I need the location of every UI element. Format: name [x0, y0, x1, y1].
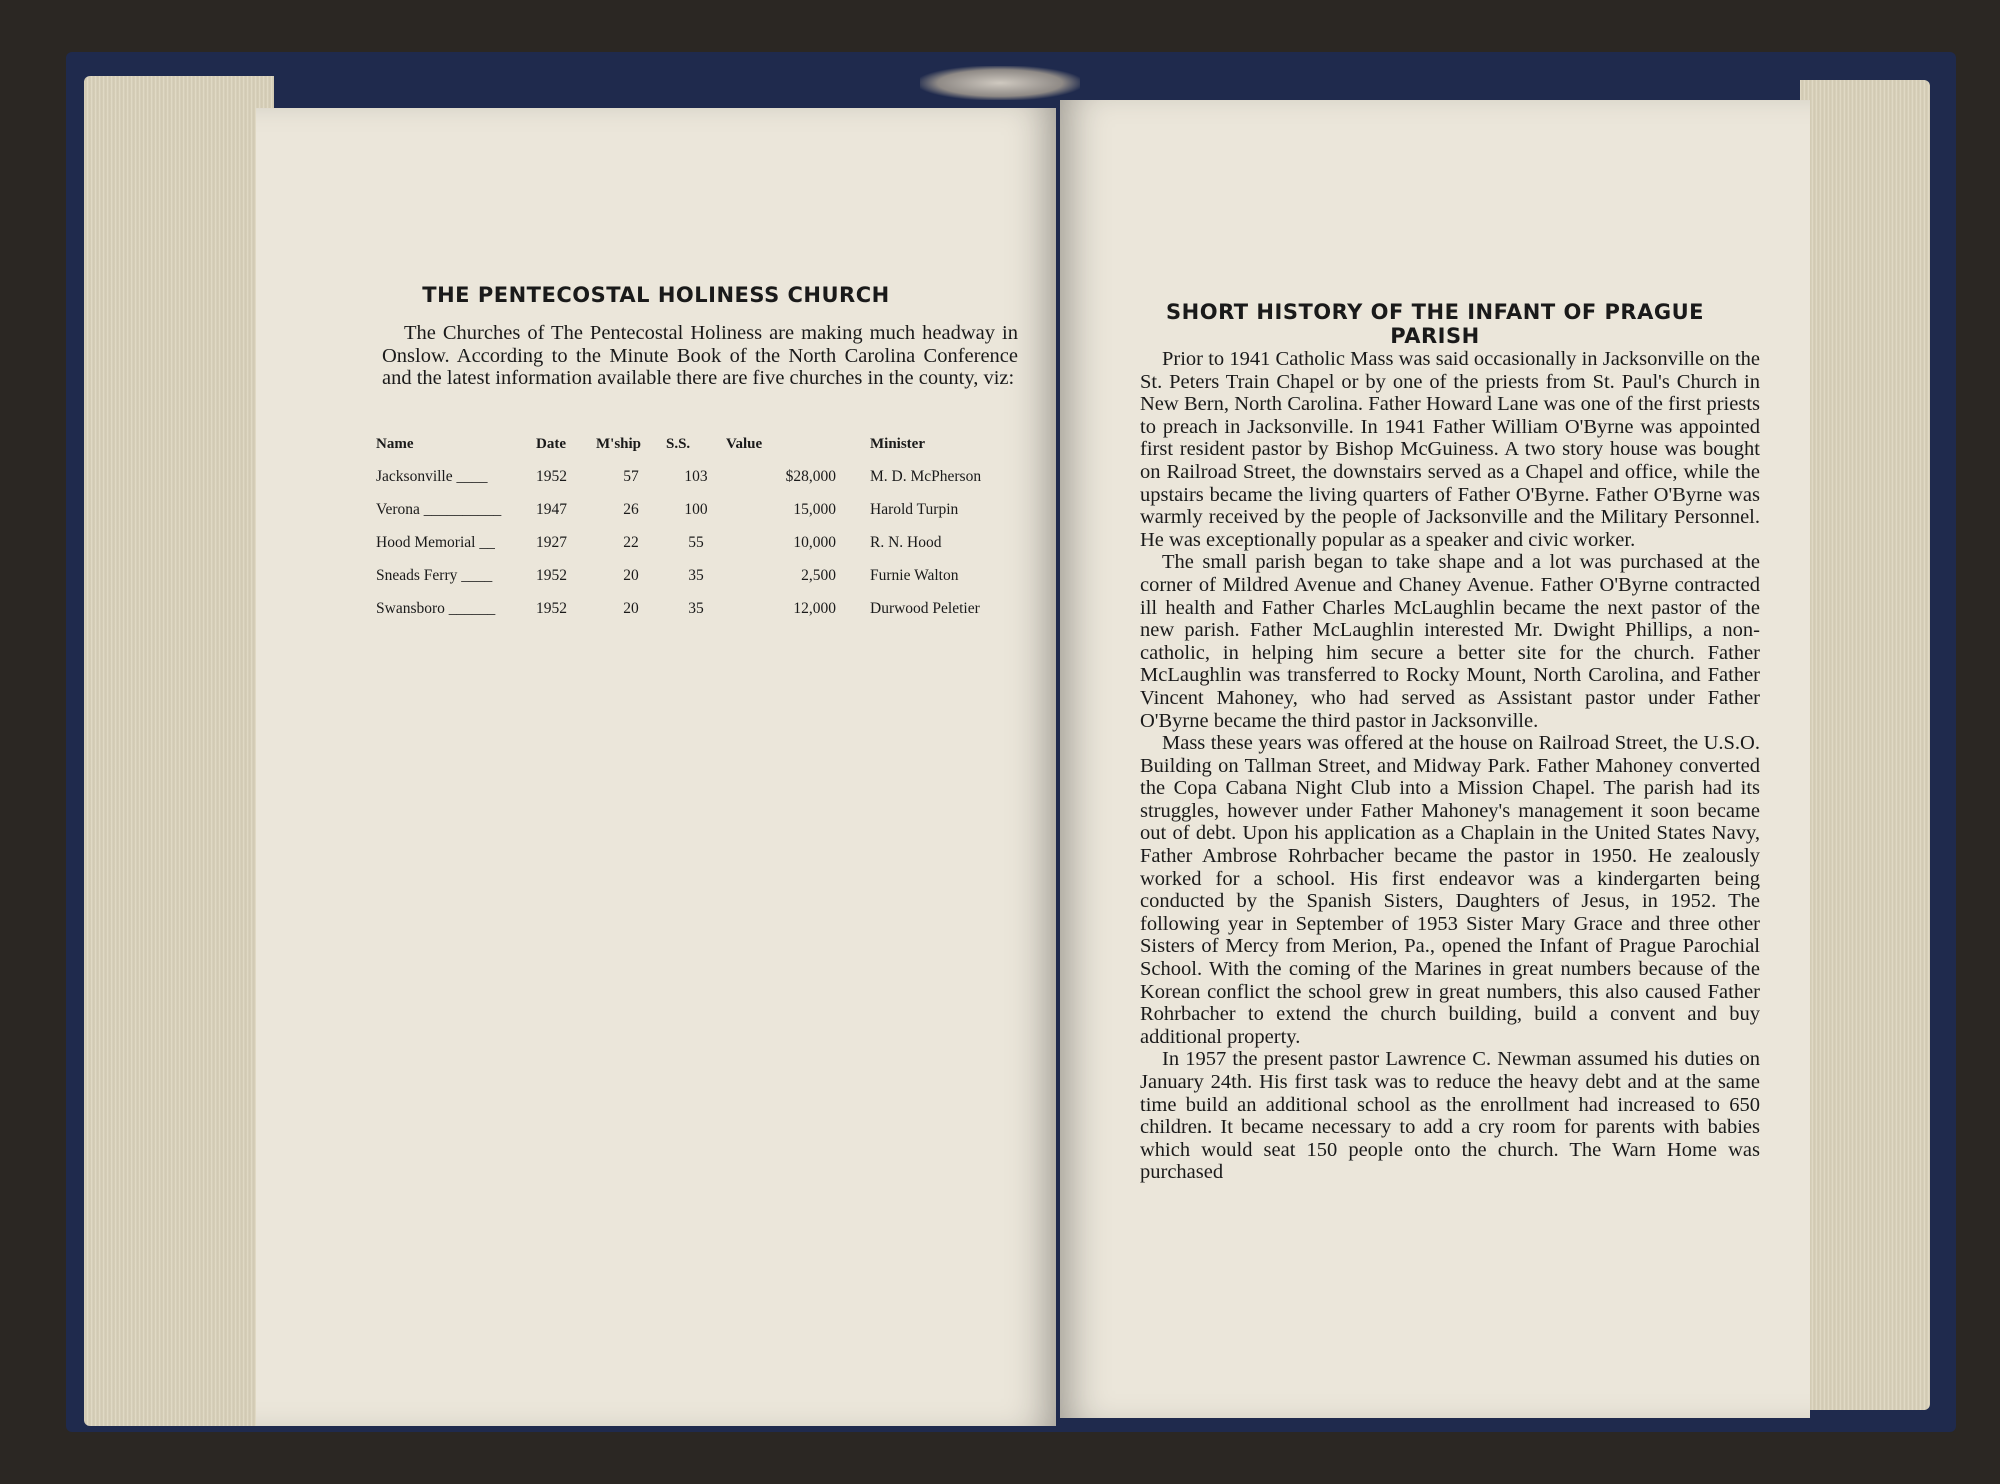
header-date: Date — [536, 436, 566, 452]
cell-value: 10,000 — [793, 534, 836, 551]
cell-name: Hood Memorial __ — [376, 534, 495, 551]
cell-date: 1927 — [536, 534, 567, 551]
left-page-intro: The Churches of The Pentecostal Holiness are making much headway in Onslow. According to the Minute Book of the North Carolina Conference and the latest information available there are five churches in the county, viz: — [382, 322, 1018, 390]
header-name: Name — [376, 436, 414, 452]
cell-name: Swansboro ______ — [376, 600, 496, 617]
cell-minister: Durwood Peletier — [870, 600, 980, 617]
header-sunday-school: S.S. — [666, 436, 691, 452]
cell-minister: Harold Turpin — [870, 501, 959, 518]
table-row — [376, 562, 1026, 595]
header-minister: Minister — [870, 436, 925, 452]
table-row — [376, 463, 1026, 496]
header-membership: M'ship — [596, 436, 642, 452]
header-value: Value — [726, 436, 763, 452]
left-page-title: THE PENTECOSTAL HOLINESS CHURCH — [422, 283, 890, 307]
cell-minister: M. D. McPherson — [870, 468, 982, 485]
cell-value: $28,000 — [785, 468, 836, 485]
right-page-body — [1140, 348, 1760, 1184]
paragraph: Prior to 1941 Catholic Mass was said occasionally in Jacksonville on the St. Peters Train Chapel or by one of the priests from St. Paul's Church in New Bern, North Carolina. Father Howard Lane was one of the first priests to preach in Jacksonville. In 1941 Father William O'Byrne was appointed first resident pastor by Bishop McGuiness. A two story house was bought on Railroad Street, the downstairs served as a Chapel and office, while the upstairs became the living quarters of Father O'Byrne. Father O'Byrne was warmly received by the people of Jacksonville and the Military Personnel. He was exceptionally popular as a speaker and civic worker. — [1140, 348, 1760, 551]
cell-membership: 26 — [623, 501, 639, 518]
cell-sunday-school: 55 — [688, 534, 704, 551]
right-page-edges — [1800, 80, 1930, 1410]
cell-minister: Furnie Walton — [870, 567, 959, 584]
cell-membership: 57 — [623, 468, 639, 485]
left-page — [256, 108, 1056, 1426]
cell-value: 2,500 — [801, 567, 836, 584]
cell-date: 1952 — [536, 600, 567, 617]
cell-value: 15,000 — [793, 501, 836, 518]
cell-sunday-school: 35 — [688, 600, 704, 617]
cell-date: 1952 — [536, 468, 567, 485]
paragraph: Mass these years was offered at the house on Railroad Street, the U.S.O. Building on Tallman Street, and Midway Park. Father Mahoney converted the Copa Cabana Night Club into a Mission Chapel. The parish had its struggles, however under Father Mahoney's management it soon became out of debt. Upon his application as a Chaplain in the United States Navy, Father Ambrose Rohrbacher became the pastor in 1950. He zealously worked for a school. His first endeavor was a kindergarten being conducted by the Spanish Sisters, Daughters of Jesus, in 1952. The following year in September of 1953 Sister Mary Grace and three other Sisters of Mercy from Merion, Pa., opened the Infant of Prague Parochial School. With the coming of the Marines in great numbers because of the Korean conflict the school grew in great numbers, this also caused Father Rohrbacher to extend the church building, build a convent and buy additional property. — [1140, 732, 1760, 1048]
right-page-title: SHORT HISTORY OF THE INFANT OF PRAGUE PARISH — [1166, 300, 1704, 348]
cell-sunday-school: 100 — [684, 501, 708, 518]
right-page — [1060, 100, 1810, 1418]
table-row — [376, 529, 1026, 562]
table-row — [376, 595, 1026, 628]
cell-sunday-school: 103 — [684, 468, 708, 485]
table-header-row — [376, 436, 1026, 463]
cell-membership: 20 — [623, 600, 639, 617]
cell-membership: 20 — [623, 567, 639, 584]
cell-membership: 22 — [623, 534, 639, 551]
paragraph: The small parish began to take shape and a lot was purchased at the corner of Mildred Avenue and Chaney Avenue. Father O'Byrne contracted ill health and Father Charles McLaughlin became the next pastor of the new parish. Father McLaughlin interested Mr. Dwight Phillips, a non-catholic, in helping him secure a better site for the church. Father McLaughlin was transferred to Rocky Mount, North Carolina, and Father Vincent Mahoney, who had served as Assistant pastor under Father O'Byrne became the third pastor in Jacksonville. — [1140, 551, 1760, 732]
cell-name: Jacksonville ____ — [376, 468, 488, 485]
cell-name: Verona __________ — [376, 501, 502, 518]
cell-date: 1947 — [536, 501, 567, 518]
cell-minister: R. N. Hood — [870, 534, 942, 551]
churches-table — [376, 436, 1026, 628]
cell-name: Sneads Ferry ____ — [376, 567, 493, 584]
cell-value: 12,000 — [793, 600, 836, 617]
table-row — [376, 496, 1026, 529]
spine-binding — [920, 66, 1080, 100]
left-page-edges — [84, 76, 274, 1426]
paragraph: In 1957 the present pastor Lawrence C. Newman assumed his duties on January 24th. His first task was to reduce the heavy debt and at the same time build an additional school as the enrollment had increased to 650 children. It became necessary to add a cry room for parents with babies which would seat 150 people onto the church. The Warn Home was purchased — [1140, 1048, 1760, 1184]
cell-date: 1952 — [536, 567, 567, 584]
cell-sunday-school: 35 — [688, 567, 704, 584]
